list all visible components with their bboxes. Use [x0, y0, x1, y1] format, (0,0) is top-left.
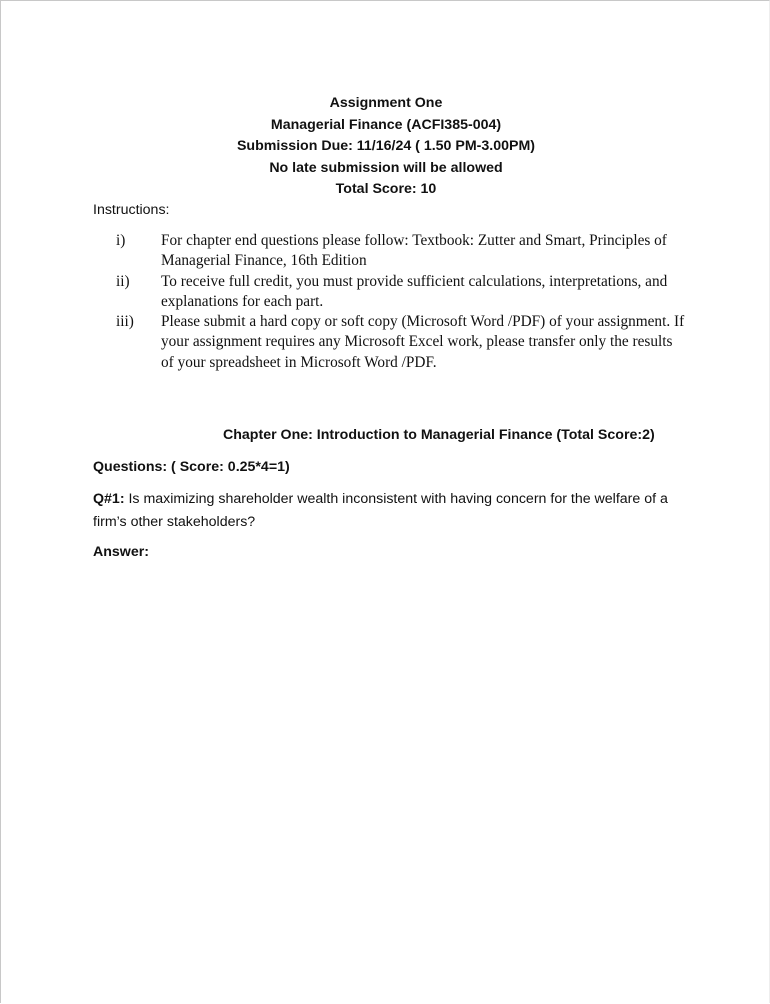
submission-due: Submission Due: 11/16/24 ( 1.50 PM-3.00PM) — [236, 138, 536, 155]
instructions-list — [1, 231, 770, 373]
late-policy: No late submission will be allowed — [269, 159, 503, 176]
instruction-text: To receive full credit, you must provide sufficient calculations, interpretations, and explanations for each part. — [161, 272, 668, 310]
answer-label: Answer: — [93, 544, 149, 560]
course-name: Managerial Finance (ACFI385-004) — [270, 116, 502, 133]
instruction-item — [1, 231, 770, 272]
instructions-label: Instructions: — [93, 202, 170, 218]
instruction-number: i) — [116, 232, 126, 249]
document-header — [1, 93, 770, 201]
assignment-title: Assignment One — [329, 95, 443, 111]
question-text: Is maximizing shareholder wealth inconsistent with having concern for the welfare of a firm’s other stakeholders? — [93, 491, 668, 530]
instruction-item — [1, 272, 770, 313]
questions-label: Questions: ( Score: 0.25*4=1) — [93, 459, 290, 475]
instruction-number: iii) — [116, 313, 134, 331]
chapter-heading: Chapter One: Introduction to Managerial Finance (Total Score:2) — [223, 427, 655, 443]
instruction-text: For chapter end questions please follow: Textbook: Zutter and Smart, Principles of Managerial Finance, 16th Edition — [161, 232, 667, 270]
instruction-text: Please submit a hard copy or soft copy (Microsoft Word /PDF) of your assignment. If your assignment requires any Microsoft Excel work, please transfer only the results of your spreadsheet in Microsoft Word /PDF. — [161, 313, 685, 371]
instruction-item — [1, 312, 770, 373]
question-id: Q#1: — [93, 491, 125, 507]
question-1 — [93, 488, 693, 533]
instruction-number: ii) — [116, 272, 130, 290]
total-score: Total Score: 10 — [335, 181, 437, 198]
